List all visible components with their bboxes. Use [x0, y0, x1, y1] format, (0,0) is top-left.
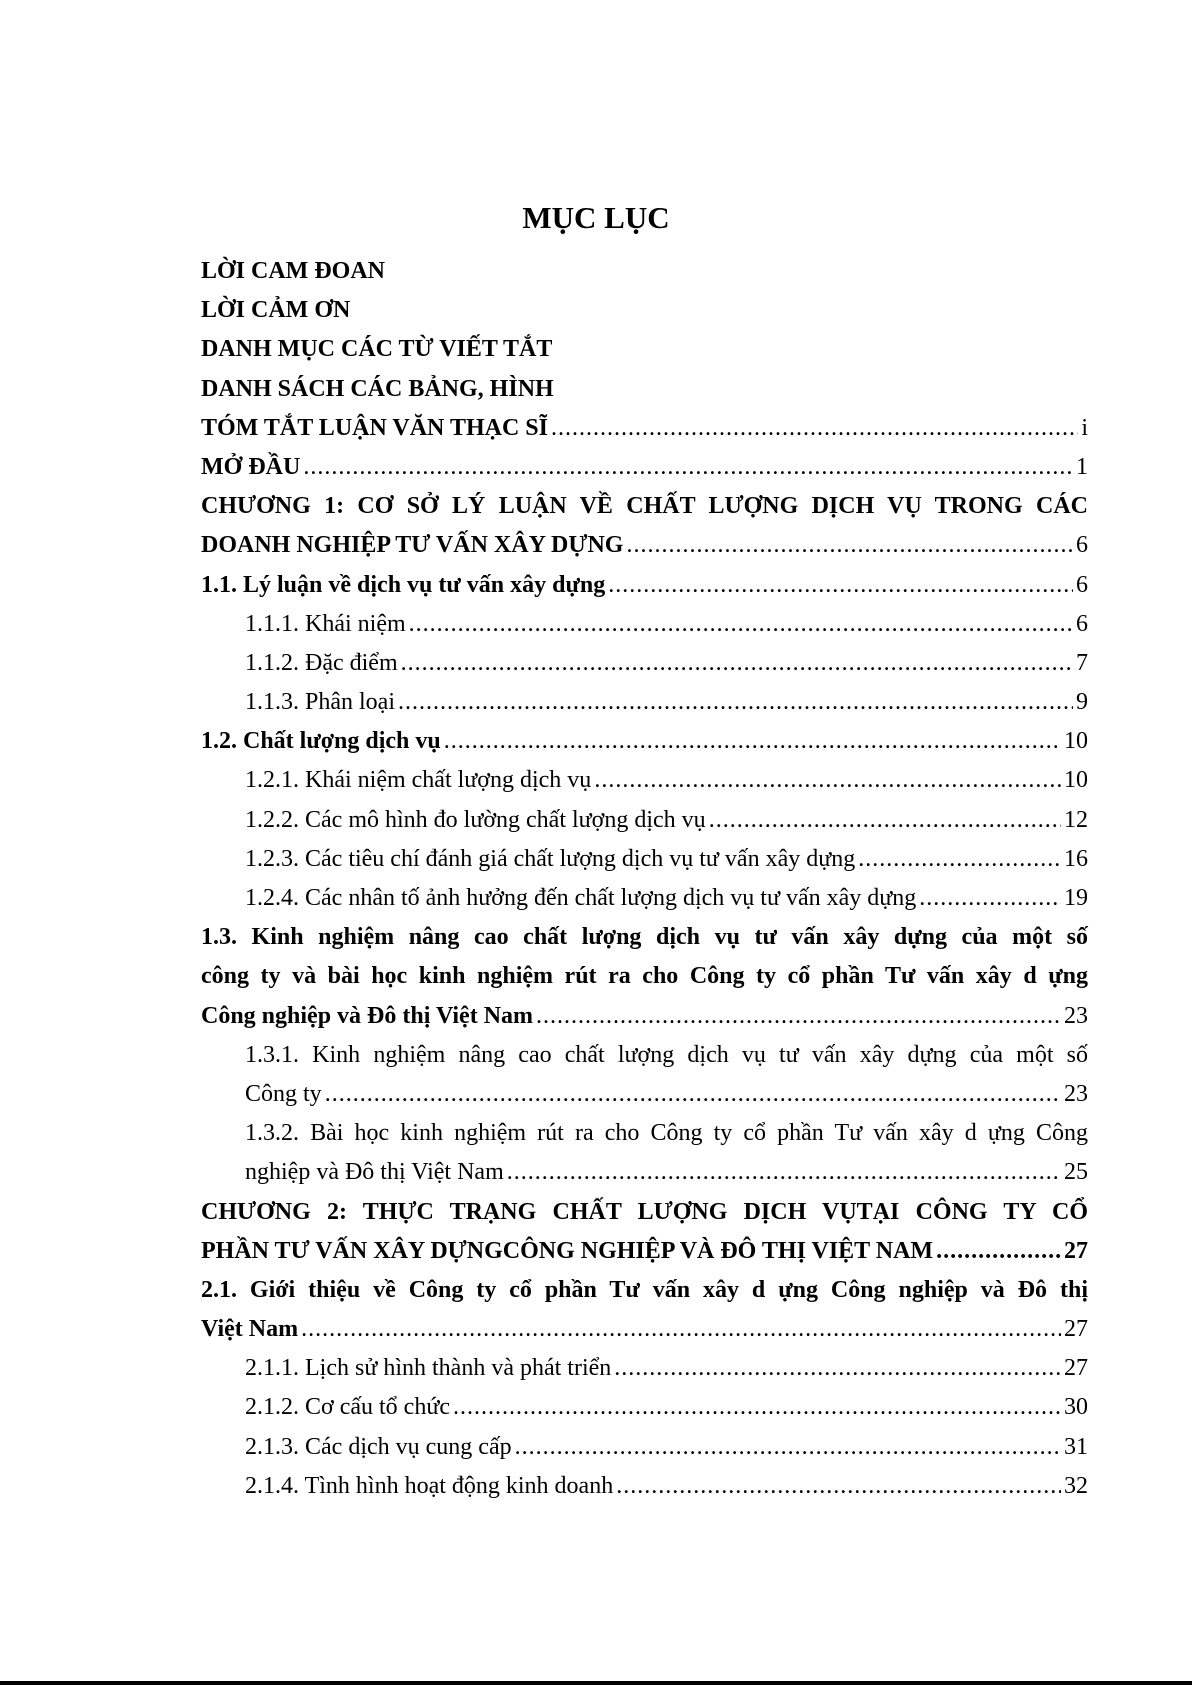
dot-leader: [453, 1388, 1061, 1427]
toc-entry-title: Công ty: [245, 1080, 322, 1107]
toc-page-number: 10: [1064, 728, 1088, 755]
toc-entry-title: 1.3.1. Kinh nghiệm nâng cao chất lượng dịch vụ tư vấn xây dựng của một số: [245, 1041, 1088, 1068]
toc-entry-line: [201, 918, 1088, 957]
toc-entry-title: 2.1.3. Các dịch vụ cung cấp: [245, 1433, 512, 1460]
toc-entry: [201, 761, 1088, 800]
toc-entry: [201, 1232, 1088, 1271]
toc-page-number: 23: [1064, 1002, 1088, 1029]
dot-leader: [303, 448, 1073, 487]
dot-leader: [325, 1075, 1061, 1114]
dot-leader: [409, 605, 1073, 644]
toc-page-number: 16: [1064, 845, 1088, 872]
toc-entry-title: công ty và bài học kinh nghiệm rút ra cho Công ty cổ phần Tư vấn xây d ựng: [201, 963, 1088, 990]
toc-entry-title: 1.2.3. Các tiêu chí đánh giá chất lượng dịch vụ tư vấn xây dựng: [245, 845, 856, 872]
toc-entry-title: 2.1.4. Tình hình hoạt động kinh doanh: [245, 1472, 614, 1499]
dot-leader: [507, 1153, 1061, 1192]
toc-entry-title: LỜI CẢM ƠN: [201, 297, 351, 324]
dot-leader: [858, 840, 1061, 879]
toc-entry-line: [201, 487, 1088, 526]
toc-entry-title: nghiệp và Đô thị Việt Nam: [245, 1159, 504, 1186]
dot-leader: [608, 566, 1073, 605]
toc-entry-title: LỜI CAM ĐOAN: [201, 258, 385, 284]
toc-entry-title: Việt Nam: [201, 1316, 299, 1343]
toc-entry: [201, 683, 1088, 722]
dot-leader: [401, 644, 1073, 683]
toc-entry: [201, 526, 1088, 565]
toc-entry: [201, 1153, 1088, 1192]
toc-entry: [201, 1075, 1088, 1114]
toc-entry-title: 1.2.1. Khái niệm chất lượng dịch vụ: [245, 767, 592, 794]
toc-entry: [201, 409, 1088, 448]
toc-page-number: 6: [1076, 571, 1088, 598]
toc-entry: [201, 370, 1088, 409]
toc-page-number: 12: [1064, 806, 1088, 833]
dot-leader: [515, 1428, 1061, 1467]
toc-page-number: 10: [1064, 767, 1088, 794]
toc-entry-title: 2.1.1. Lịch sử hình thành và phát triển: [245, 1355, 612, 1382]
toc-page-number: 23: [1064, 1080, 1088, 1107]
toc-entry: [201, 1349, 1088, 1388]
page-bottom-border: [0, 1681, 1192, 1685]
toc-page-number: 19: [1064, 885, 1088, 911]
toc-entry: [201, 566, 1088, 605]
toc-page-number: 9: [1076, 689, 1088, 716]
toc-entry: [201, 997, 1088, 1036]
toc-entry-title: 1.1. Lý luận về dịch vụ tư vấn xây dựng: [201, 571, 606, 598]
toc-page-number: 31: [1064, 1433, 1088, 1460]
toc-entry: [201, 722, 1088, 761]
dot-leader: [551, 409, 1078, 448]
page-title: MỤC LỤC: [522, 200, 670, 235]
toc-entry-title: PHẦN TƯ VẤN XÂY DỰNGCÔNG NGHIỆP VÀ ĐÔ THỊ VIỆT NAM: [201, 1237, 934, 1264]
toc-entry-title: MỞ ĐẦU: [201, 453, 301, 480]
toc-entry-line: [201, 1193, 1088, 1232]
toc-entry-title: 2.1.2. Cơ cấu tổ chức: [245, 1394, 450, 1421]
toc-page-number: 32: [1064, 1472, 1088, 1499]
toc-entry: [201, 879, 1088, 918]
toc-entry: [201, 291, 1088, 330]
toc-entry-line: [201, 1271, 1088, 1310]
toc-page-number: 27: [1064, 1316, 1088, 1343]
toc-entry: [201, 840, 1088, 879]
toc-entry-title: 1.3. Kinh nghiệm nâng cao chất lượng dịch vụ tư vấn xây dựng của một số: [201, 924, 1088, 951]
dot-leader: [616, 1467, 1061, 1506]
toc-entry: [201, 605, 1088, 644]
dot-leader: [594, 761, 1061, 800]
dot-leader: [709, 801, 1061, 840]
dot-leader: [301, 1310, 1061, 1349]
dot-leader: [626, 526, 1073, 565]
toc-page-number: 6: [1076, 610, 1088, 637]
toc-entry-title: 1.1.2. Đặc điểm: [245, 649, 398, 676]
toc-entry: [201, 1388, 1088, 1427]
toc-entry: [201, 252, 1088, 291]
toc-entry: [201, 330, 1088, 369]
toc-entry-title: 1.1.1. Khái niệm: [245, 610, 406, 637]
toc-entry-title: DANH MỤC CÁC TỪ VIẾT TẮT: [201, 336, 553, 363]
toc-entry: [201, 801, 1088, 840]
toc-entry-line: [201, 957, 1088, 996]
table-of-contents: [201, 252, 1088, 1506]
toc-entry-title: Công nghiệp và Đô thị Việt Nam: [201, 1002, 534, 1029]
toc-page-number: 27: [1064, 1355, 1088, 1382]
toc-entry-title: TÓM TẮT LUẬN VĂN THẠC SĨ: [201, 414, 548, 441]
toc-page-number: 25: [1064, 1159, 1088, 1186]
toc-entry: [201, 1467, 1088, 1506]
toc-entry: [201, 448, 1088, 487]
toc-entry-title: 1.2. Chất lượng dịch vụ: [201, 728, 441, 755]
dot-leader: [614, 1349, 1061, 1388]
toc-entry-line: [201, 1114, 1088, 1153]
toc-entry-title: CHƯƠNG 2: THỰC TRẠNG CHẤT LƯỢNG DỊCH VỤTẠI CÔNG TY CỔ: [201, 1198, 1088, 1225]
toc-entry: [201, 1428, 1088, 1467]
toc-page-number: 27: [1064, 1237, 1088, 1264]
toc-entry-title: 1.2.2. Các mô hình đo lường chất lượng dịch vụ: [245, 806, 706, 833]
dot-leader: [919, 879, 1061, 918]
toc-entry-title: 1.1.3. Phân loại: [245, 689, 395, 716]
toc-page-number: 7: [1076, 649, 1088, 676]
dot-leader: [536, 997, 1061, 1036]
toc-entry: [201, 644, 1088, 683]
dot-leader: [936, 1232, 1061, 1271]
toc-entry-title: 2.1. Giới thiệu về Công ty cổ phần Tư vấn xây d ựng Công nghiệp và Đô thị: [201, 1276, 1088, 1303]
toc-entry-line: [201, 1036, 1088, 1075]
toc-page-number: 30: [1064, 1394, 1088, 1421]
toc-page-number: i: [1081, 414, 1088, 441]
toc-page-number: 6: [1076, 532, 1088, 559]
toc-entry-title: DOANH NGHIỆP TƯ VẤN XÂY DỰNG: [201, 532, 624, 559]
dot-leader: [398, 683, 1073, 722]
toc-entry-title: 1.2.4. Các nhân tố ảnh hưởng đến chất lượng dịch vụ tư vấn xây dựng: [245, 885, 917, 911]
toc-page-number: 1: [1076, 453, 1088, 480]
toc-entry-title: CHƯƠNG 1: CƠ SỞ LÝ LUẬN VỀ CHẤT LƯỢNG DỊCH VỤ TRONG CÁC: [201, 493, 1088, 520]
toc-entry: [201, 1310, 1088, 1349]
dot-leader: [444, 722, 1061, 761]
toc-entry-title: 1.3.2. Bài học kinh nghiệm rút ra cho Công ty cổ phần Tư vấn xây d ựng Công: [245, 1120, 1088, 1147]
toc-entry-title: DANH SÁCH CÁC BẢNG, HÌNH: [201, 375, 554, 402]
